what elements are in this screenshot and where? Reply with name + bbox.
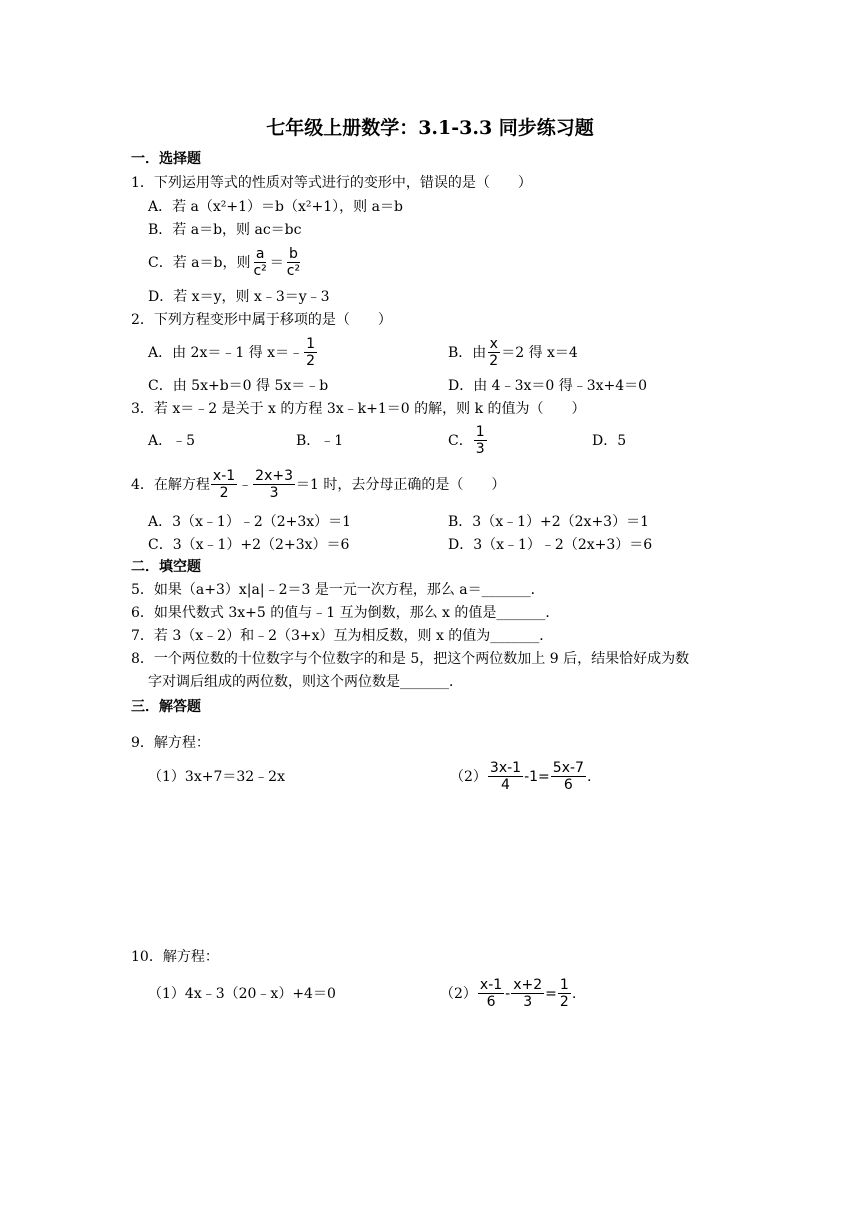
equals-sign: = xyxy=(545,985,557,1002)
q2-stem: 2．下列方程变形中属于移项的是（ ） xyxy=(131,312,392,328)
q1-c-fraction-a xyxy=(251,246,268,279)
q3-stem: 3．若 x＝﹣2 是关于 x 的方程 3x﹣k+1＝0 的解，则 k 的值为（ ） xyxy=(131,401,586,417)
q2-a-text: A．由 2x＝﹣1 得 x＝﹣ xyxy=(148,344,304,361)
q3-option-a: A．﹣5 xyxy=(148,433,196,449)
equals-sign: ＝ xyxy=(269,254,284,271)
q3-option-d: D．5 xyxy=(592,433,627,449)
section-choice-heading: 一．选择题 xyxy=(131,151,201,167)
frac-den: 3 xyxy=(523,994,533,1010)
q5: 5．如果（a+3）x|a|﹣2＝3 是一元一次方程，那么 a＝_______． xyxy=(131,582,545,598)
frac-num: a xyxy=(255,246,265,262)
q8-line-2: 字对调后组成的两位数，则这个两位数是_______． xyxy=(148,674,463,690)
q1-c-fraction-b xyxy=(285,246,302,279)
q4-option-a: A．3（x﹣1）﹣2（2+3x）＝1 xyxy=(148,514,352,530)
frac-den: c² xyxy=(286,263,301,279)
q3-c-fraction xyxy=(474,424,487,457)
section-fill-heading: 二．填空题 xyxy=(131,559,201,575)
frac-den: 3 xyxy=(475,441,485,457)
q4-option-d: D．3（x﹣1）﹣2（2x+3）＝6 xyxy=(448,537,653,553)
q1-option-c-text: C．若 a＝b，则 xyxy=(148,254,251,271)
q9-end: . xyxy=(586,768,592,785)
q4-stem xyxy=(131,468,505,501)
frac-den: 2 xyxy=(219,485,229,501)
q4-option-b: B．3（x﹣1）+2（2x+3）＝1 xyxy=(448,514,649,530)
frac-num: 1 xyxy=(475,424,485,440)
q2-option-b xyxy=(448,336,578,369)
frac-den: 3 xyxy=(269,485,279,501)
page-title: 七年级上册数学：3.1-3.3 同步练习题 xyxy=(266,117,594,139)
q9-p2-label: （2） xyxy=(450,768,487,785)
q2-option-d: D．由 4﹣3x＝0 得﹣3x+4＝0 xyxy=(448,378,648,394)
q7: 7．若 3（x﹣2）和﹣2（3+x）互为相反数，则 x 的值为_______． xyxy=(131,628,554,644)
frac-den: 4 xyxy=(501,777,510,793)
q2-b-text: B．由 xyxy=(448,344,487,361)
q10-p2-label: （2） xyxy=(440,985,477,1002)
q9-fraction-1 xyxy=(488,760,523,793)
section-answer-heading: 三．解答题 xyxy=(131,699,201,715)
frac-num: x-1 xyxy=(212,468,236,484)
q10-end: . xyxy=(571,985,577,1002)
q8-line-1: 8．一个两位数的十位数字与个位数字的和是 5，把这个两位数加上 9 后，结果恰好成为数 xyxy=(131,651,690,667)
minus-sign: - xyxy=(505,985,511,1002)
q10-part-1: （1）4x﹣3（20﹣x）+4＝0 xyxy=(148,986,336,1002)
frac-num: 1 xyxy=(306,336,315,352)
q2-option-a xyxy=(148,336,318,369)
frac-den: 6 xyxy=(563,777,573,793)
q9-stem: 9．解方程： xyxy=(131,735,210,751)
q4-fraction-2 xyxy=(253,468,295,501)
frac-num: 3x-1 xyxy=(489,760,522,776)
q4-stem-text-post: ＝1 时，去分母正确的是（ ） xyxy=(296,476,506,493)
q10-part-2 xyxy=(440,977,576,1010)
q10-fraction-1 xyxy=(478,977,504,1010)
q1-option-c xyxy=(148,246,303,279)
q10-fraction-2 xyxy=(511,977,544,1010)
q9-part-1: （1）3x+7＝32﹣2x xyxy=(148,769,285,785)
q1-option-d: D．若 x＝y，则 x﹣3＝y﹣3 xyxy=(148,289,330,305)
frac-num: b xyxy=(289,246,298,262)
q9-fraction-2 xyxy=(551,760,586,793)
q9-part-2 xyxy=(450,760,591,793)
q2-a-fraction xyxy=(304,336,317,369)
frac-den: 2 xyxy=(559,994,569,1010)
q2-b-fraction xyxy=(487,336,500,369)
frac-den: 6 xyxy=(486,994,496,1010)
q4-stem-text: 4．在解方程 xyxy=(131,476,210,493)
q3-option-c xyxy=(448,424,488,457)
frac-num: 1 xyxy=(559,977,569,993)
q10-fraction-3 xyxy=(558,977,571,1010)
frac-den: c² xyxy=(253,263,267,279)
q10-stem: 10．解方程： xyxy=(131,949,219,965)
frac-num: 5x-7 xyxy=(552,760,584,776)
q9-mid: -1= xyxy=(524,768,550,785)
frac-num: 2x+3 xyxy=(255,468,294,484)
q2-option-c: C．由 5x+b＝0 得 5x＝﹣b xyxy=(148,378,329,394)
q4-fraction-1 xyxy=(211,468,237,501)
q1-option-a: A．若 a（x²+1）＝b（x²+1），则 a＝b xyxy=(148,199,403,215)
frac-den: 2 xyxy=(306,353,315,369)
frac-den: 2 xyxy=(489,353,499,369)
q1-option-b: B．若 a＝b，则 ac＝bc xyxy=(148,222,302,238)
q4-option-c: C．3（x﹣1）+2（2+3x）＝6 xyxy=(148,537,350,553)
q6: 6．如果代数式 3x+5 的值与﹣1 互为倒数，那么 x 的值是_______． xyxy=(131,605,560,621)
q3-c-text: C． xyxy=(448,432,473,449)
minus-sign: ﹣ xyxy=(238,476,253,493)
frac-num: x xyxy=(489,336,498,352)
q2-b-text-post: ＝2 得 x＝4 xyxy=(501,344,578,361)
q1-stem: 1．下列运用等式的性质对等式进行的变形中，错误的是（ ） xyxy=(131,175,532,191)
frac-num: x+2 xyxy=(513,977,543,993)
q3-option-b: B．﹣1 xyxy=(296,433,344,449)
frac-num: x-1 xyxy=(479,977,503,993)
